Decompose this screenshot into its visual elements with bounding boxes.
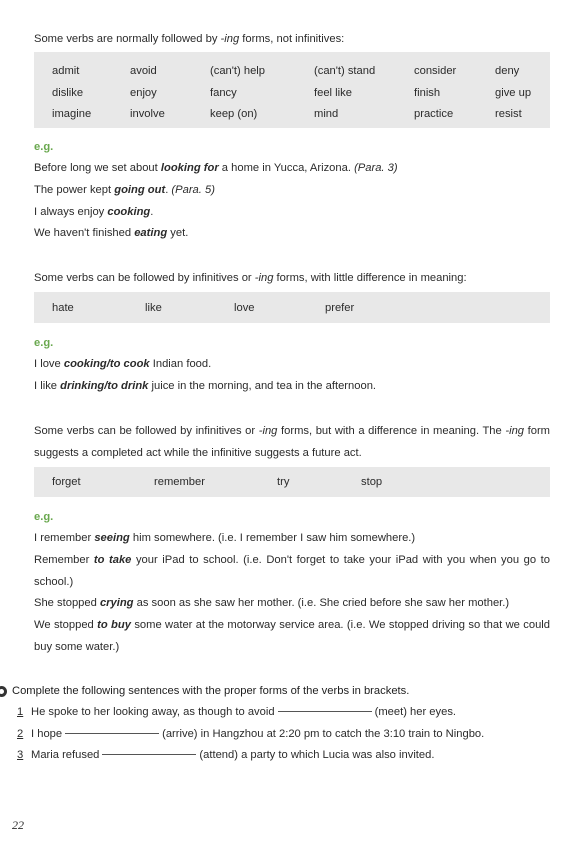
verb: imagine: [52, 108, 92, 120]
verb: deny: [495, 65, 520, 77]
verb: finish: [414, 86, 441, 99]
answer-blank[interactable]: [65, 733, 159, 734]
eg-label-2: e.g.: [34, 337, 54, 349]
example-sentence: We haven't finished eating yet.: [34, 227, 189, 240]
verb-box-little-difference: [34, 292, 550, 323]
verb: like: [145, 301, 162, 314]
verb: prefer: [325, 301, 355, 314]
answer-blank[interactable]: [102, 754, 196, 755]
exercise-item: 2 I hope (arrive) in Hangzhou at 2:20 pm to catch the 3:10 train to Ningbo.: [0, 724, 560, 746]
verb: forget: [52, 476, 81, 488]
answer-blank[interactable]: [278, 711, 372, 712]
eg-label-1: e.g.: [34, 141, 54, 153]
example-sentence: I always enjoy cooking.: [34, 205, 154, 218]
verb: admit: [52, 65, 80, 77]
verb: avoid: [130, 65, 157, 77]
verb: try: [277, 476, 290, 488]
section2-intro: Some verbs can be followed by infinitives or -ing forms, with little difference in meaning:: [34, 272, 467, 284]
verb: involve: [130, 108, 165, 120]
verb: resist: [495, 108, 522, 120]
verb: hate: [52, 301, 74, 314]
section1-examples: [34, 158, 550, 245]
verb-box-difference: [34, 467, 550, 497]
exercise-bullet-icon: [0, 686, 7, 697]
example-sentence: Before long we set about looking for a home in Yucca, Arizona. (Para. 3): [34, 162, 398, 174]
example-sentence: I like drinking/to drink juice in the morning, and tea in the afternoon.: [34, 379, 377, 392]
verb: mind: [314, 108, 339, 120]
example-sentence: I love cooking/to cook Indian food.: [34, 358, 212, 370]
verb: consider: [414, 65, 457, 77]
exercise-list: [0, 702, 560, 767]
verb: feel like: [314, 86, 352, 99]
verb: (can't) help: [210, 65, 265, 77]
example-sentence: She stopped crying as soon as she saw her mother. (i.e. She cried before she saw her mother.): [34, 597, 510, 610]
eg-label-3: e.g.: [34, 511, 54, 523]
verb: practice: [414, 108, 454, 120]
verb-box-ing-only: [34, 52, 550, 128]
section3-intro: Some verbs can be followed by infinitives or -ing forms, but with a difference in meaning. The -ing form suggests a completed act while the infinitive suggests a future act.: [34, 425, 550, 459]
section3-examples: [34, 528, 550, 659]
verb: keep (on): [210, 108, 258, 120]
verb: fancy: [210, 86, 237, 99]
page-number: 22: [12, 818, 24, 832]
example-sentence: Remember to take your iPad to school. (i.e. Don't forget to take your iPad with you when you go to school.): [34, 553, 550, 588]
exercise-number: 2: [17, 727, 24, 740]
section1-intro: Some verbs are normally followed by -ing forms, not infinitives:: [34, 33, 345, 45]
exercise-item: 1 He spoke to her looking away, as though to avoid (meet) her eyes.: [0, 702, 560, 724]
verb: stop: [361, 476, 383, 488]
example-sentence: The power kept going out. (Para. 5): [34, 183, 215, 196]
section2-examples: [34, 354, 550, 398]
verb: dislike: [52, 86, 84, 99]
verb: love: [234, 301, 255, 314]
exercise-section: [0, 681, 560, 767]
exercise-item: 3 Maria refused (attend) a party to which Lucia was also invited.: [0, 745, 560, 767]
exercise-number: 1: [17, 706, 24, 718]
verb: (can't) stand: [314, 65, 376, 77]
verb: remember: [154, 476, 205, 488]
exercise-instruction: Complete the following sentences with the proper forms of the verbs in brackets.: [0, 681, 560, 702]
verb: enjoy: [130, 86, 157, 99]
example-sentence: We stopped to buy some water at the motorway service area. (i.e. We stopped driving so that we could buy some water.): [34, 619, 550, 653]
exercise-number: 3: [17, 749, 24, 762]
verb: give up: [495, 86, 532, 99]
example-sentence: I remember seeing him somewhere. (i.e. I remember I saw him somewhere.): [34, 532, 416, 544]
